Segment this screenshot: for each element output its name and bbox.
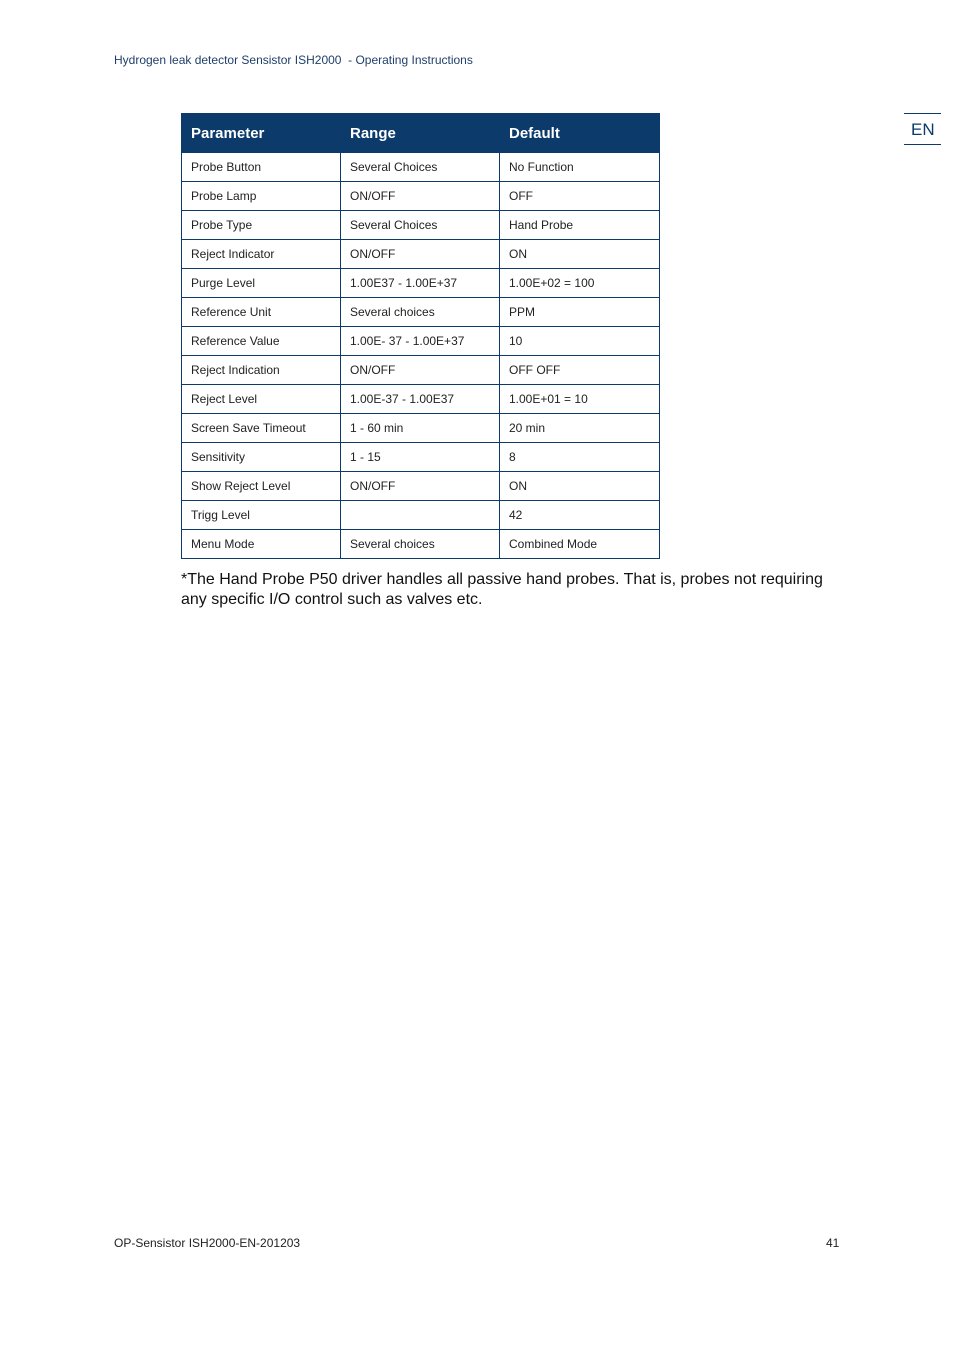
table-row — [182, 153, 660, 182]
table-header-row — [182, 114, 660, 153]
cell-parameter: Probe Button — [182, 153, 341, 182]
cell-parameter: Menu Mode — [182, 530, 341, 559]
cell-default: ON — [500, 240, 660, 269]
table-row — [182, 530, 660, 559]
cell-default: ON — [500, 472, 660, 501]
column-header-default: Default — [500, 114, 660, 153]
cell-default: Hand Probe — [500, 211, 660, 240]
cell-range: 1.00E37 - 1.00E+37 — [341, 269, 500, 298]
table-row — [182, 472, 660, 501]
page-number: 41 — [826, 1236, 840, 1250]
cell-range: ON/OFF — [341, 356, 500, 385]
cell-range: Several choices — [341, 530, 500, 559]
table-row — [182, 501, 660, 530]
table-row — [182, 211, 660, 240]
cell-parameter: Purge Level — [182, 269, 341, 298]
table-row — [182, 443, 660, 472]
table-row — [182, 182, 660, 211]
language-tab — [904, 113, 941, 145]
cell-default: OFF — [500, 182, 660, 211]
footnote: *The Hand Probe P50 driver handles all passive hand probes. That is, probes not requiring any specific I/O control such as valves etc. — [181, 571, 823, 608]
table-row — [182, 356, 660, 385]
cell-default: 20 min — [500, 414, 660, 443]
cell-range: 1.00E- 37 - 1.00E+37 — [341, 327, 500, 356]
cell-parameter: Reject Indication — [182, 356, 341, 385]
table-row — [182, 385, 660, 414]
cell-range: 1 - 15 — [341, 443, 500, 472]
cell-parameter: Reject Indicator — [182, 240, 341, 269]
cell-range: Several choices — [341, 298, 500, 327]
column-header-range: Range — [341, 114, 500, 153]
table-body — [182, 153, 660, 559]
cell-parameter: Probe Type — [182, 211, 341, 240]
cell-default: Combined Mode — [500, 530, 660, 559]
cell-default: 10 — [500, 327, 660, 356]
cell-default: 1.00E+02 = 100 — [500, 269, 660, 298]
cell-default: OFF OFF — [500, 356, 660, 385]
cell-parameter: Trigg Level — [182, 501, 341, 530]
cell-parameter: Reference Unit — [182, 298, 341, 327]
cell-default: 8 — [500, 443, 660, 472]
cell-default: PPM — [500, 298, 660, 327]
cell-range: ON/OFF — [341, 182, 500, 211]
cell-default: No Function — [500, 153, 660, 182]
cell-parameter: Probe Lamp — [182, 182, 341, 211]
table-row — [182, 240, 660, 269]
running-header: Hydrogen leak detector Sensistor ISH2000 - Operating Instructions — [114, 53, 473, 67]
cell-range: ON/OFF — [341, 472, 500, 501]
cell-parameter: Screen Save Timeout — [182, 414, 341, 443]
cell-default: 1.00E+01 = 10 — [500, 385, 660, 414]
cell-default: 42 — [500, 501, 660, 530]
table-row — [182, 298, 660, 327]
parameter-table — [181, 113, 660, 559]
table-row — [182, 269, 660, 298]
cell-range: ON/OFF — [341, 240, 500, 269]
document-id: OP-Sensistor ISH2000-EN-201203 — [114, 1236, 301, 1250]
cell-range — [341, 501, 500, 530]
cell-range: Several Choices — [341, 211, 500, 240]
cell-parameter: Sensitivity — [182, 443, 341, 472]
cell-parameter: Show Reject Level — [182, 472, 341, 501]
cell-range: 1 - 60 min — [341, 414, 500, 443]
language-tab-label: EN — [911, 120, 935, 139]
cell-parameter: Reject Level — [182, 385, 341, 414]
cell-range: Several Choices — [341, 153, 500, 182]
table-row — [182, 327, 660, 356]
table-row — [182, 414, 660, 443]
column-header-parameter: Parameter — [182, 114, 341, 153]
cell-range: 1.00E-37 - 1.00E37 — [341, 385, 500, 414]
cell-parameter: Reference Value — [182, 327, 341, 356]
